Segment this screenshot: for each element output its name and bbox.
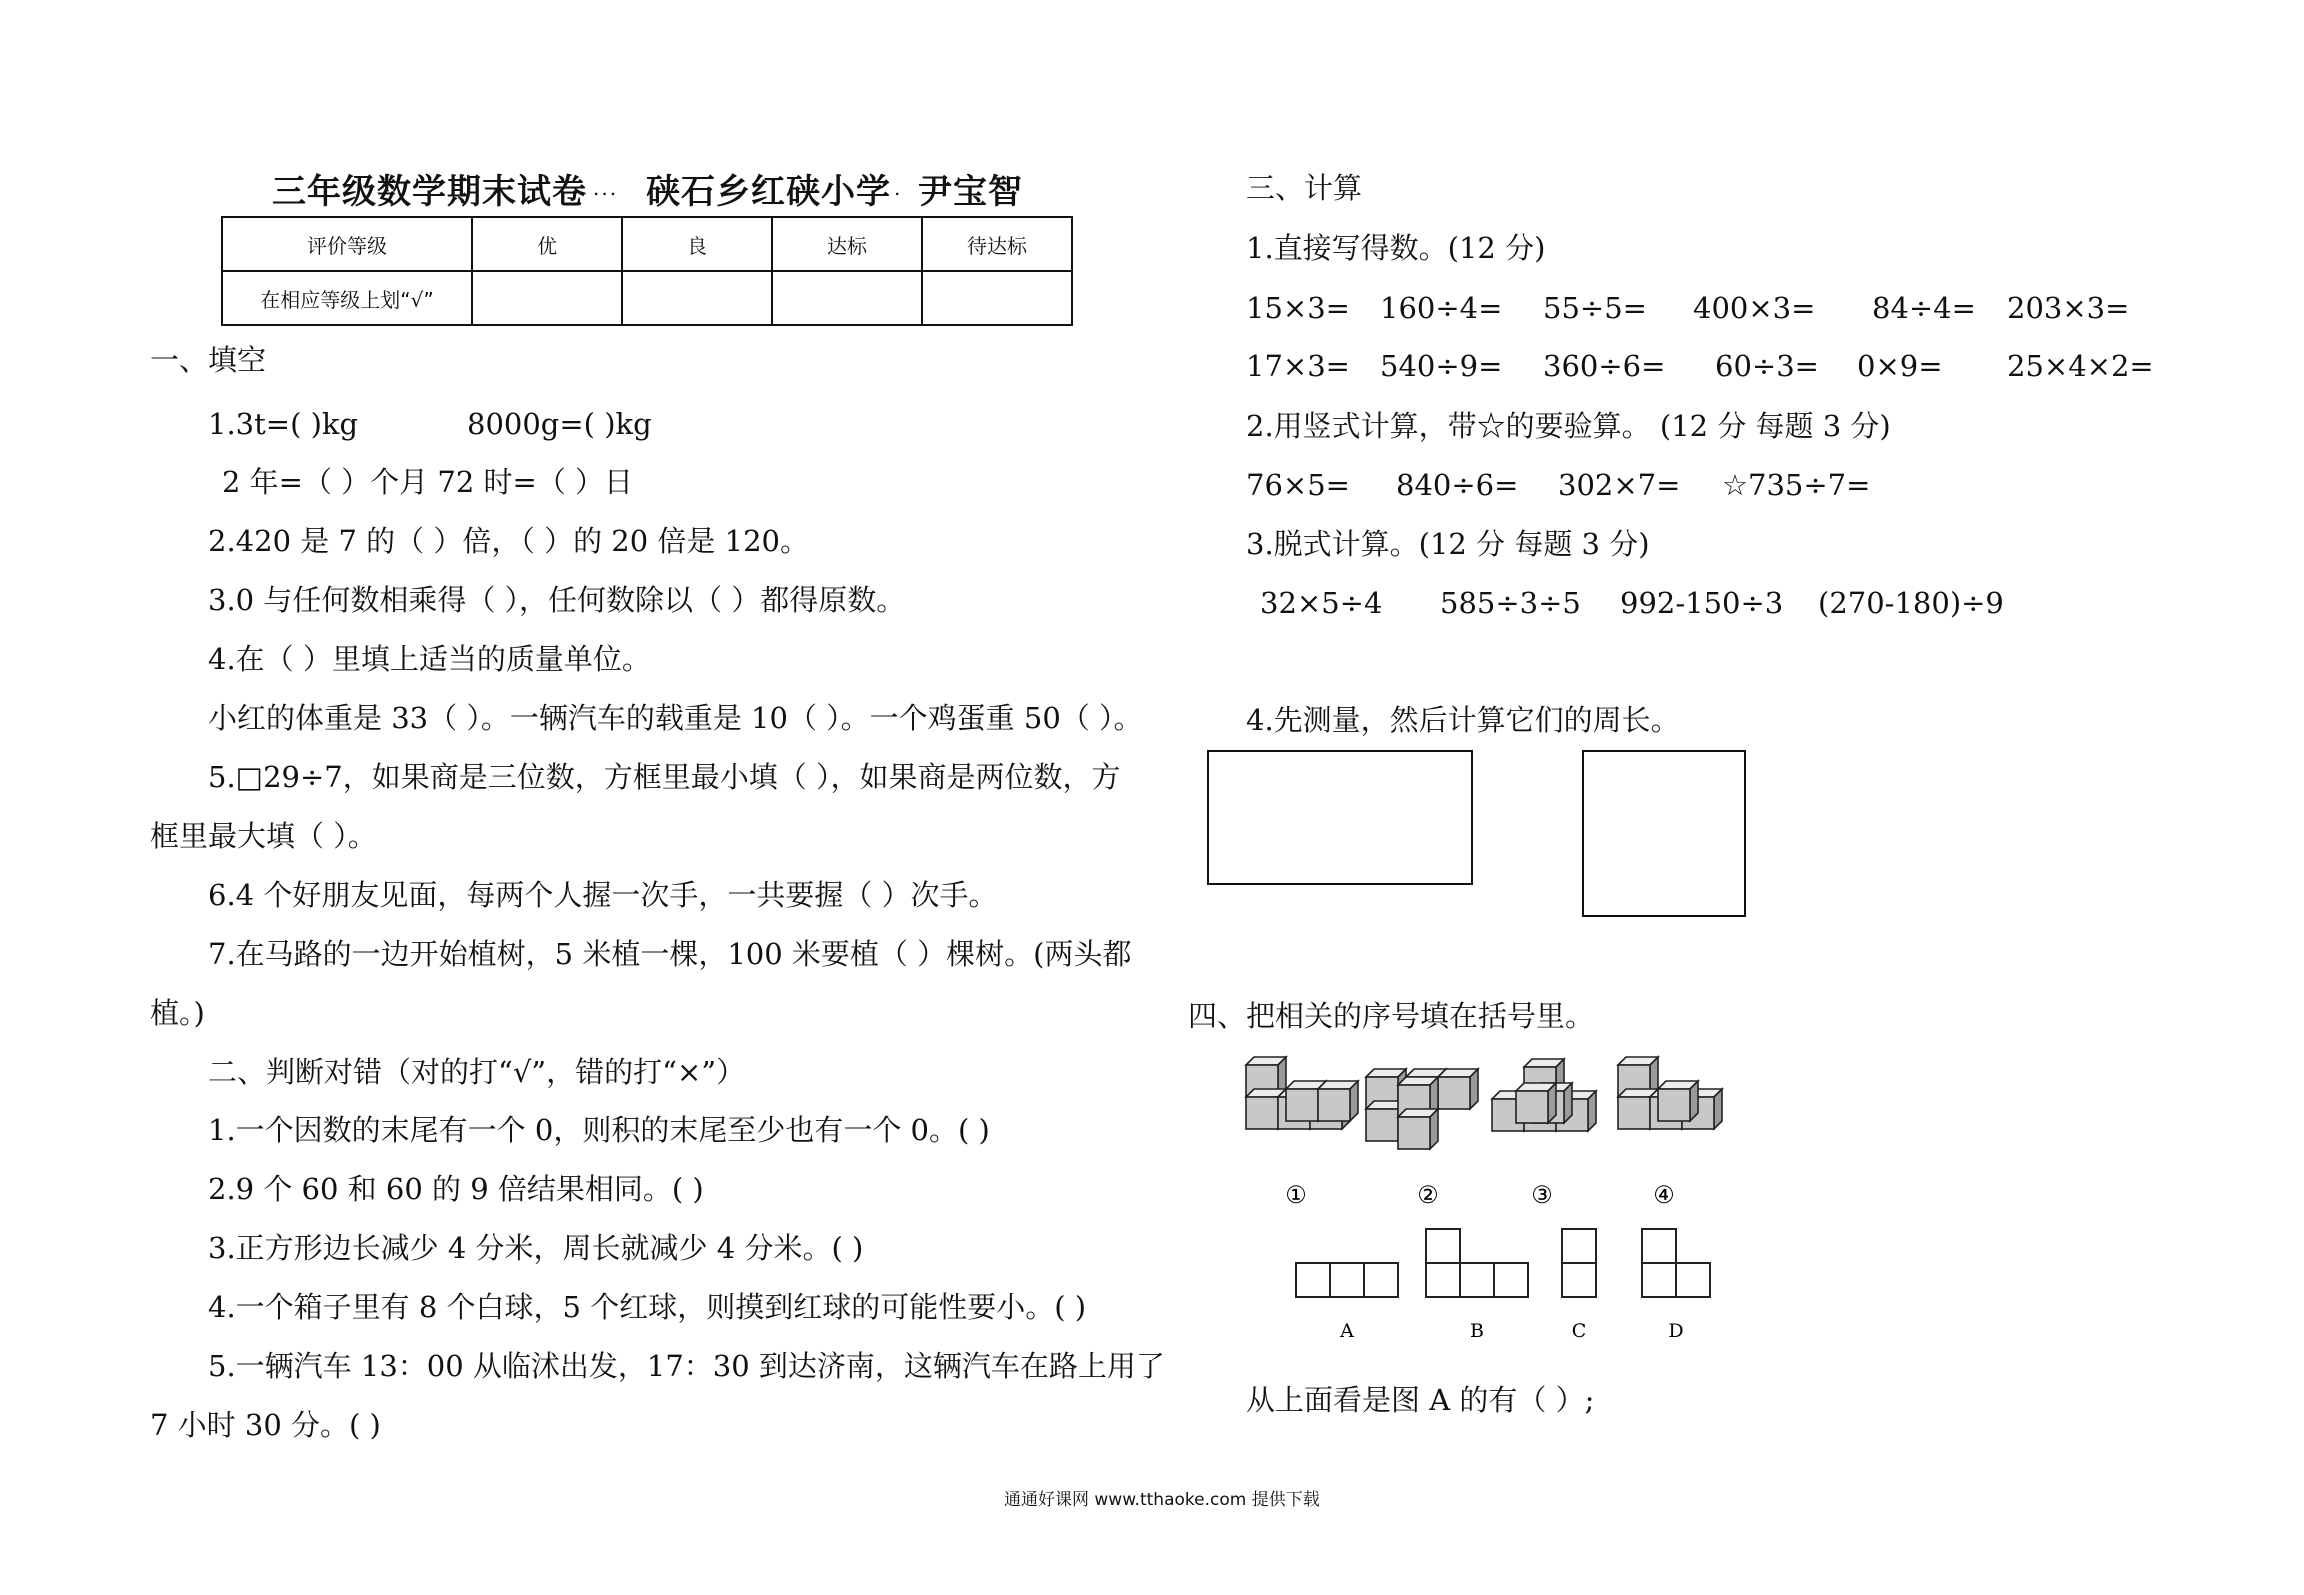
calc-1-item: 84÷4= [1872,291,1976,325]
calc-1-title: 1.直接写得数。(12 分) [1246,231,1546,265]
grade-cell[interactable] [472,271,622,325]
calc-1-item: 160÷4= [1380,291,1503,325]
grade-header-label: 评价等级 [222,217,472,271]
cube-figures [1240,1055,1760,1355]
calc-1-item: 0×9= [1857,349,1943,383]
top-view-label-d: D [1668,1320,1684,1342]
grade-cell[interactable] [622,271,772,325]
exam-title: 三年级数学期末试卷 [272,172,587,212]
judge-3: 3.正方形边长减少 4 分米，周长就减少 4 分米。( ) [208,1231,864,1265]
calc-2-item: 840÷6= [1396,468,1519,502]
top-view-b [1426,1229,1528,1297]
measure-rectangle [1207,750,1473,885]
measure-square [1582,750,1746,917]
top-view-label-b: B [1470,1320,1484,1342]
question-2: 2.420 是 7 的（ ）倍，（ ）的 20 倍是 120。 [208,524,809,558]
calc-1-item: 60÷3= [1715,349,1819,383]
section-4-title: 四、把相关的序号填在括号里。 [1188,999,1595,1033]
calc-3-item: 585÷3÷5 [1440,586,1581,620]
calc-3-item: 992-150÷3 [1620,586,1784,620]
calc-1-item: 540÷9= [1380,349,1503,383]
top-view-label-a: A [1340,1320,1354,1342]
section-2-title: 二、判断对错（对的打“√”，错的打“×”） [208,1055,746,1089]
grade-header-needs: 待达标 [922,217,1072,271]
judge-5a: 5.一辆汽车 13：00 从临沭出发，17：30 到达济南，这辆汽车在路上用了 [208,1349,1165,1383]
calc-3-title: 3.脱式计算。(12 分 每题 3 分) [1246,527,1650,561]
question-5b: 框里最大填（ ）。 [150,819,377,853]
cube-figure-4 [1618,1057,1722,1129]
cube-figure-1 [1246,1057,1358,1129]
figure-number-3: ③ [1531,1181,1553,1209]
top-view-d [1642,1229,1710,1297]
calc-1-item: 203×3= [2007,291,2130,325]
top-view-a [1296,1263,1398,1297]
grade-header-pass: 达标 [772,217,922,271]
calc-3-item: 32×5÷4 [1260,586,1383,620]
calc-2-item: 302×7= [1558,468,1681,502]
footer-credit: 通通好课网 www.tthaoke.com 提供下载 [1004,1490,1320,1510]
cube-figure-3 [1492,1059,1596,1131]
grade-cell[interactable] [922,271,1072,325]
calc-1-item: 55÷5= [1543,291,1647,325]
grade-header-excellent: 优 [472,217,622,271]
question-1c: 2 年=（ ）个月 72 时=（ ）日 [222,465,634,499]
top-view-label-c: C [1571,1320,1587,1342]
calc-2-title: 2.用竖式计算，带☆的要验算。 (12 分 每题 3 分) [1246,409,1891,443]
question-1b: 8000g=( )kg [467,407,652,441]
question-7b: 植。) [150,996,205,1030]
question-1a: 1.3t=( )kg [208,407,359,441]
question-7a: 7.在马路的一边开始植树，5 米植一棵，100 米要植（ ）棵树。(两头都 [208,937,1132,971]
school-name: 硖石乡红硖小学 [646,172,891,212]
calc-2-item: 76×5= [1246,468,1350,502]
grade-table-mark-row [222,271,1072,325]
grade-table [221,216,1073,326]
calc-1-item: 25×4×2= [2007,349,2154,383]
grade-header-good: 良 [622,217,772,271]
grade-table-header-row [222,217,1072,271]
title-dots: ... [593,176,619,200]
calc-4-title: 4.先测量，然后计算它们的周长。 [1246,703,1680,737]
question-5a: 5.□29÷7，如果商是三位数，方框里最小填（ ），如果商是两位数，方 [208,760,1121,794]
figure-number-1: ① [1285,1181,1307,1209]
figure-number-4: ④ [1653,1181,1675,1209]
calc-1-item: 400×3= [1693,291,1816,325]
calc-3-item: (270-180)÷9 [1818,586,2004,620]
grade-row-label: 在相应等级上划“√” [222,271,472,325]
question-4: 4.在（ ）里填上适当的质量单位。 [208,642,651,676]
grade-cell[interactable] [772,271,922,325]
judge-1: 1.一个因数的末尾有一个 0，则积的末尾至少也有一个 0。( ) [208,1113,990,1147]
question-4b: 小红的体重是 33（ ）。一辆汽车的载重是 10（ ）。一个鸡蛋重 50（ ）。 [208,701,1143,735]
section-1-title: 一、填空 [150,343,267,377]
question-3: 3.0 与任何数相乘得（ ），任何数除以（ ）都得原数。 [208,583,906,617]
calc-1-item: 15×3= [1246,291,1350,325]
section-3-title: 三、计算 [1246,171,1363,205]
judge-5b: 7 小时 30 分。( ) [150,1408,381,1442]
top-view-c [1562,1229,1596,1297]
judge-2: 2.9 个 60 和 60 的 9 倍结果相同。( ) [208,1172,704,1206]
calc-1-item: 17×3= [1246,349,1350,383]
judge-4: 4.一个箱子里有 8 个白球，5 个红球，则摸到红球的可能性要小。( ) [208,1290,1087,1324]
top-view-question: 从上面看是图 A 的有（ ）; [1246,1383,1595,1417]
calc-1-item: 360÷6= [1543,349,1666,383]
figure-number-2: ② [1417,1181,1439,1209]
question-6: 6.4 个好朋友见面，每两个人握一次手，一共要握（ ）次手。 [208,878,998,912]
author-name: 尹宝智 [918,172,1023,212]
cube-figure-2 [1366,1069,1478,1149]
calc-2-item: ☆735÷7= [1722,468,1871,502]
title-dot: . [894,176,903,200]
